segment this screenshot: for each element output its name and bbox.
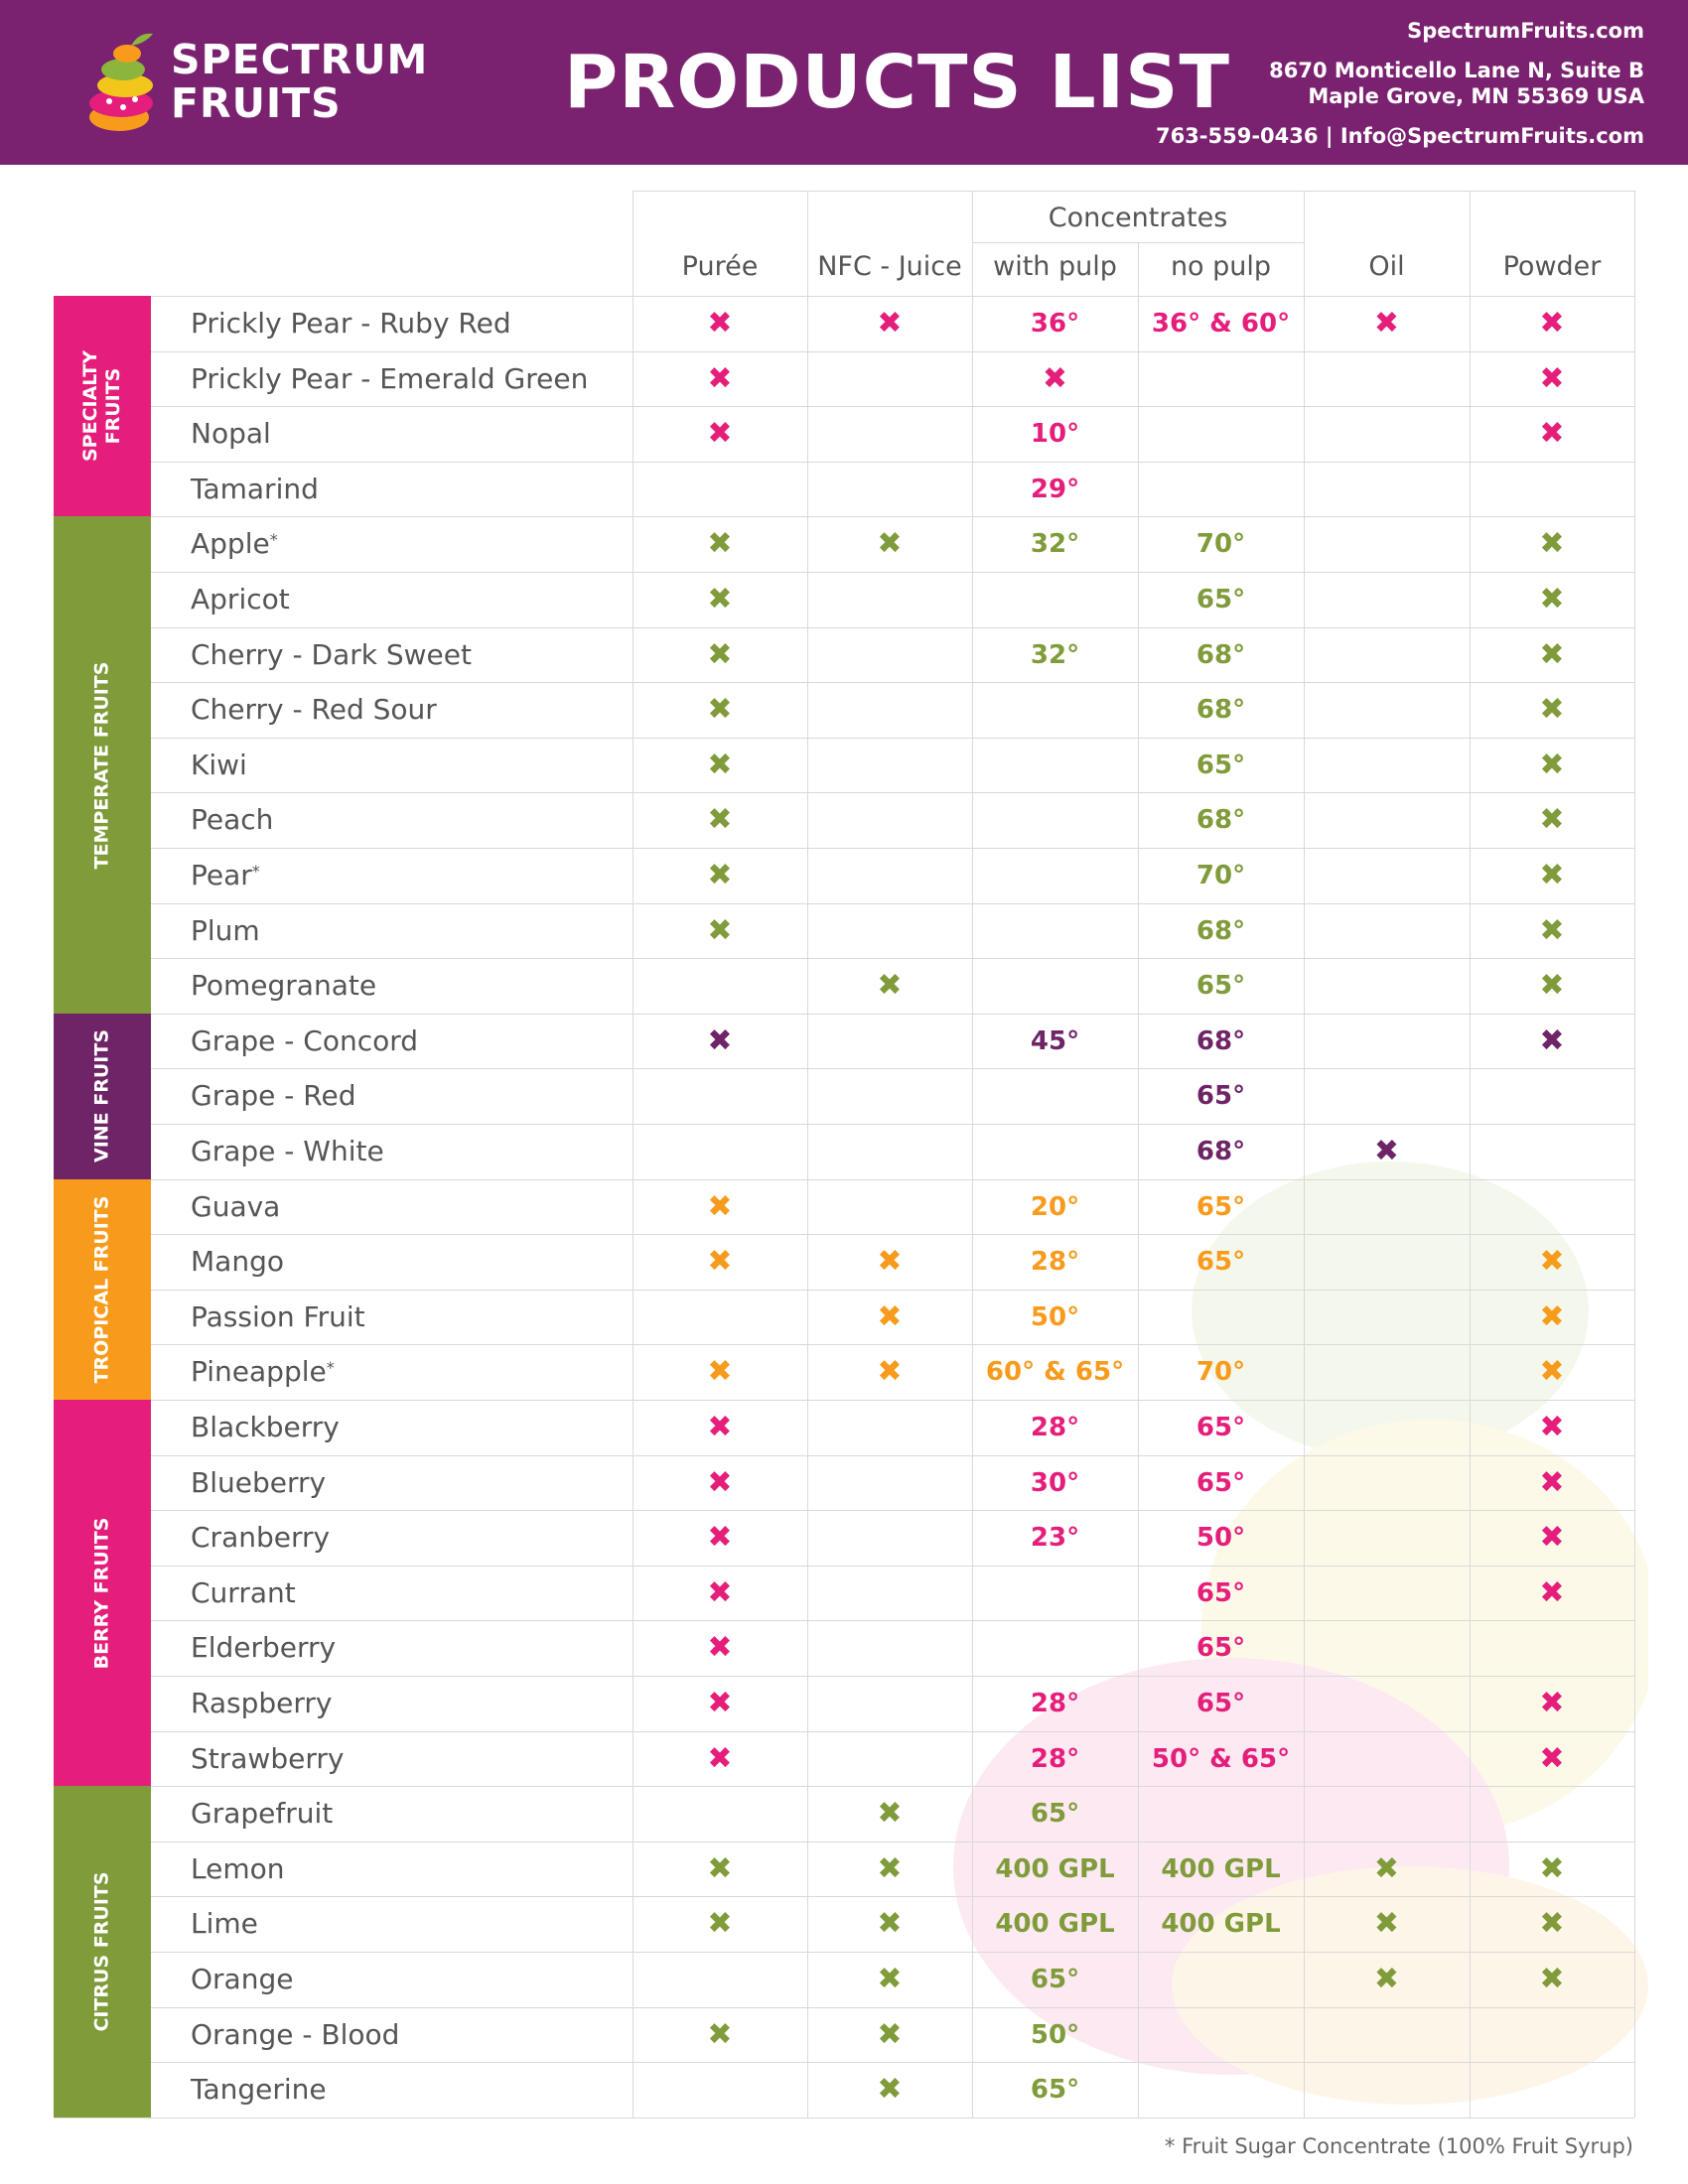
x-mark-icon: ✖ bbox=[1539, 582, 1565, 616]
brix-value: 68° bbox=[1196, 1137, 1246, 1166]
x-mark-icon: ✖ bbox=[1539, 692, 1565, 728]
product-name bbox=[191, 1566, 296, 1621]
brix-value: 50° & 65° bbox=[1151, 1743, 1291, 1774]
column-header-with-pulp: with pulp bbox=[993, 251, 1117, 282]
brix-value: 65° bbox=[1030, 1799, 1080, 1830]
x-mark-icon: ✖ bbox=[1539, 416, 1565, 452]
brix-value: 32° bbox=[1030, 529, 1080, 560]
product-name-text: Grape - Concord bbox=[191, 1024, 419, 1057]
product-name-text: Apple bbox=[191, 527, 270, 561]
x-mark-icon: ✖ bbox=[1539, 1520, 1565, 1556]
product-name-text: Blackberry bbox=[191, 1411, 340, 1443]
product-name-text: Nopal bbox=[191, 417, 271, 451]
row-divider bbox=[151, 462, 1634, 463]
x-mark-icon: ✖ bbox=[877, 1850, 903, 1886]
page-title: PRODUCTS LIST bbox=[564, 40, 1230, 125]
category-label: SPECIALTY FRUITS bbox=[79, 350, 124, 463]
row-divider bbox=[151, 792, 1634, 793]
product-name bbox=[191, 792, 273, 848]
brix-value: 68° bbox=[1196, 805, 1246, 836]
column-header-oil: Oil bbox=[1368, 251, 1405, 282]
category-band bbox=[54, 1014, 151, 1179]
brix-value: 36° bbox=[1030, 309, 1080, 339]
product-name bbox=[191, 1510, 330, 1566]
x-mark-icon: ✖ bbox=[707, 1740, 733, 1776]
x-mark-icon: ✖ bbox=[707, 416, 733, 452]
brix-value: 65° bbox=[1196, 1247, 1246, 1278]
brix-value: 60° & 65° bbox=[985, 1357, 1125, 1388]
product-name-text: Cherry - Red Sour bbox=[191, 693, 437, 727]
product-name-text: Grapefruit bbox=[191, 1797, 334, 1831]
brix-value: 28° bbox=[1030, 1247, 1080, 1278]
brix-value: 32° bbox=[1030, 639, 1080, 670]
product-name bbox=[191, 627, 472, 683]
category-label: TEMPERATE FRUITS bbox=[90, 661, 113, 870]
brix-value: 28° bbox=[1030, 1743, 1080, 1774]
row-divider bbox=[151, 848, 1634, 849]
x-mark-icon: ✖ bbox=[877, 526, 903, 562]
x-mark-icon: ✖ bbox=[877, 2072, 903, 2108]
x-mark-icon: ✖ bbox=[1539, 1244, 1565, 1280]
product-name bbox=[191, 1400, 340, 1455]
x-mark-icon: ✖ bbox=[707, 1244, 733, 1280]
website-link[interactable]: SpectrumFruits.com bbox=[1407, 19, 1644, 43]
product-name bbox=[191, 572, 290, 627]
x-mark-icon: ✖ bbox=[1539, 1962, 1565, 1996]
brix-value: 400 GPL bbox=[995, 1909, 1115, 1940]
x-mark-icon: ✖ bbox=[877, 1906, 903, 1942]
brix-value: 50° bbox=[1196, 1523, 1246, 1554]
brix-value: 30° bbox=[1030, 1467, 1080, 1498]
product-name bbox=[191, 462, 319, 517]
x-mark-icon: ✖ bbox=[1373, 1906, 1400, 1942]
product-name-text: Lemon bbox=[191, 1851, 285, 1885]
brand-line-1: SPECTRUM bbox=[171, 36, 429, 83]
product-name bbox=[191, 1731, 344, 1787]
x-mark-icon: ✖ bbox=[1539, 1686, 1565, 1720]
product-name bbox=[191, 516, 278, 572]
product-name-text: Mango bbox=[191, 1245, 284, 1279]
footnote: * Fruit Sugar Concentrate (100% Fruit Syrup) bbox=[1164, 2134, 1633, 2158]
x-mark-icon: ✖ bbox=[1539, 1023, 1565, 1058]
product-name bbox=[191, 1068, 355, 1124]
row-divider bbox=[151, 572, 1634, 573]
brix-value: 36° & 60° bbox=[1151, 309, 1291, 339]
category-label: CITRUS FRUITS bbox=[90, 1871, 113, 2032]
product-name bbox=[191, 958, 376, 1014]
grid-line bbox=[1634, 191, 1635, 2117]
product-name bbox=[191, 1234, 284, 1290]
brix-value: 28° bbox=[1030, 1413, 1080, 1442]
column-header-no-pulp: no pulp bbox=[1170, 251, 1272, 282]
brix-value: 68° bbox=[1196, 915, 1246, 946]
product-name bbox=[191, 1455, 326, 1511]
x-mark-icon: ✖ bbox=[1373, 1134, 1400, 1168]
x-mark-icon: ✖ bbox=[707, 1464, 733, 1500]
category-label: BERRY FRUITS bbox=[90, 1517, 113, 1669]
product-name-text: Blueberry bbox=[191, 1465, 327, 1499]
brix-value: 50° bbox=[1030, 1301, 1080, 1332]
product-name bbox=[191, 848, 260, 903]
product-name-text: Cranberry bbox=[191, 1521, 331, 1555]
x-mark-icon: ✖ bbox=[707, 526, 733, 562]
x-mark-icon: ✖ bbox=[707, 802, 733, 838]
product-name-text: Guava bbox=[191, 1189, 281, 1223]
column-header-powder: Powder bbox=[1502, 251, 1602, 282]
product-name bbox=[191, 406, 271, 462]
product-name-text: Elderberry bbox=[191, 1631, 337, 1665]
product-name-text: Currant bbox=[191, 1575, 296, 1609]
x-mark-icon: ✖ bbox=[707, 636, 733, 672]
brix-value: 65° bbox=[1196, 750, 1246, 780]
x-mark-icon: ✖ bbox=[1539, 968, 1565, 1004]
product-name-text: Passion Fruit bbox=[191, 1299, 365, 1333]
x-mark-icon: ✖ bbox=[877, 1796, 903, 1832]
address-line-2: Maple Grove, MN 55369 USA bbox=[1308, 84, 1644, 108]
brix-value: 29° bbox=[1030, 474, 1080, 504]
product-name bbox=[191, 1124, 384, 1179]
x-mark-icon: ✖ bbox=[1539, 526, 1565, 562]
x-mark-icon: ✖ bbox=[707, 1850, 733, 1886]
brix-value: 400 GPL bbox=[1161, 1909, 1281, 1940]
x-mark-icon: ✖ bbox=[1539, 1574, 1565, 1610]
row-divider bbox=[151, 903, 1634, 904]
product-name-text: Apricot bbox=[191, 583, 290, 615]
product-name bbox=[191, 1786, 333, 1842]
brix-value: 10° bbox=[1030, 419, 1080, 450]
brix-value: 65° bbox=[1196, 1413, 1246, 1442]
brix-value: 70° bbox=[1196, 861, 1246, 890]
product-name-text: Peach bbox=[191, 803, 274, 837]
product-name-text: Pineapple bbox=[191, 1355, 327, 1389]
x-mark-icon: ✖ bbox=[1539, 912, 1565, 948]
row-divider bbox=[151, 1731, 1634, 1732]
brix-value: 65° bbox=[1030, 2075, 1080, 2106]
product-name-text: Prickly Pear - Emerald Green bbox=[191, 361, 589, 395]
brix-value: 65° bbox=[1030, 1965, 1080, 1994]
product-name-text: Plum bbox=[191, 913, 260, 947]
brix-value: 68° bbox=[1196, 695, 1246, 726]
product-name-text: Orange - Blood bbox=[191, 2017, 400, 2051]
product-name bbox=[191, 1896, 258, 1952]
email-link[interactable]: Info@SpectrumFruits.com bbox=[1339, 124, 1644, 148]
x-mark-icon: ✖ bbox=[1539, 1464, 1565, 1500]
x-mark-icon: ✖ bbox=[1539, 360, 1565, 396]
brix-value: 28° bbox=[1030, 1689, 1080, 1718]
x-mark-icon: ✖ bbox=[707, 306, 733, 341]
brand-line-2: FRUITS bbox=[171, 79, 342, 127]
brix-value: 65° bbox=[1196, 1191, 1246, 1222]
product-name bbox=[191, 1014, 418, 1069]
product-name-text: Grape - Red bbox=[191, 1079, 356, 1113]
product-name bbox=[191, 1842, 285, 1897]
x-mark-icon: ✖ bbox=[1539, 1298, 1565, 1334]
x-mark-icon: ✖ bbox=[707, 692, 733, 728]
x-mark-icon: ✖ bbox=[877, 968, 903, 1004]
brix-value: 70° bbox=[1196, 529, 1246, 560]
x-mark-icon: ✖ bbox=[1539, 802, 1565, 838]
column-header-nfc-juice: NFC - Juice bbox=[817, 251, 962, 282]
brix-value: 23° bbox=[1030, 1523, 1080, 1554]
column-header-puree: Purée bbox=[681, 251, 759, 282]
brix-value: 65° bbox=[1196, 971, 1246, 1002]
category-band bbox=[54, 1400, 151, 1786]
product-name bbox=[191, 1676, 332, 1731]
x-mark-icon: ✖ bbox=[707, 1906, 733, 1942]
x-mark-icon: ✖ bbox=[1539, 747, 1565, 782]
x-mark-icon: ✖ bbox=[1539, 1906, 1565, 1942]
product-name-text: Kiwi bbox=[191, 748, 247, 781]
brix-value: 70° bbox=[1196, 1357, 1246, 1388]
product-name-text: Raspberry bbox=[191, 1687, 333, 1719]
x-mark-icon: ✖ bbox=[707, 747, 733, 782]
row-divider bbox=[151, 1400, 1634, 1401]
x-mark-icon: ✖ bbox=[707, 1354, 733, 1390]
x-mark-icon: ✖ bbox=[1373, 1962, 1400, 1996]
x-mark-icon: ✖ bbox=[707, 1410, 733, 1444]
x-mark-icon: ✖ bbox=[707, 858, 733, 892]
x-mark-icon: ✖ bbox=[1539, 1850, 1565, 1886]
category-band bbox=[54, 296, 151, 516]
x-mark-icon: ✖ bbox=[1539, 1354, 1565, 1390]
x-mark-icon: ✖ bbox=[877, 1962, 903, 1996]
brix-value: 65° bbox=[1196, 1633, 1246, 1664]
fruit-sugar-asterisk: * bbox=[269, 530, 278, 550]
brix-value: 65° bbox=[1196, 585, 1246, 614]
brix-value: 65° bbox=[1196, 1081, 1246, 1112]
product-name bbox=[191, 1952, 293, 2007]
category-label: TROPICAL FRUITS bbox=[90, 1195, 113, 1384]
x-mark-icon: ✖ bbox=[707, 912, 733, 948]
x-mark-icon: ✖ bbox=[1539, 636, 1565, 672]
address-line-1: 8670 Monticello Lane N, Suite B bbox=[1269, 59, 1644, 82]
product-name-text: Tangerine bbox=[191, 2073, 327, 2107]
product-name bbox=[191, 1290, 365, 1345]
product-name bbox=[191, 1620, 336, 1676]
product-name bbox=[191, 1344, 335, 1400]
separator: | bbox=[1325, 124, 1334, 148]
grid-line bbox=[1470, 191, 1471, 2117]
x-mark-icon: ✖ bbox=[1539, 1410, 1565, 1444]
brix-value: 20° bbox=[1030, 1191, 1080, 1222]
product-name-text: Prickly Pear - Ruby Red bbox=[191, 307, 511, 340]
row-divider bbox=[151, 1455, 1634, 1456]
row-divider bbox=[151, 738, 1634, 739]
row-divider bbox=[151, 1676, 1634, 1677]
x-mark-icon: ✖ bbox=[707, 1686, 733, 1720]
product-name bbox=[191, 351, 588, 407]
x-mark-icon: ✖ bbox=[707, 360, 733, 396]
row-divider bbox=[151, 406, 1634, 407]
category-label: VINE FRUITS bbox=[90, 1029, 113, 1163]
x-mark-icon: ✖ bbox=[1539, 306, 1565, 341]
product-name-text: Lime bbox=[191, 1907, 258, 1941]
brix-value: 68° bbox=[1196, 1025, 1246, 1056]
product-name-text: Pomegranate bbox=[191, 969, 377, 1003]
x-mark-icon: ✖ bbox=[877, 1354, 903, 1390]
x-mark-icon: ✖ bbox=[1042, 360, 1068, 396]
brix-value: 65° bbox=[1196, 1689, 1246, 1718]
brix-value: 65° bbox=[1196, 1467, 1246, 1498]
product-name-text: Pear bbox=[191, 859, 252, 891]
row-divider bbox=[151, 1566, 1634, 1567]
product-name bbox=[191, 903, 260, 959]
product-name-text: Grape - White bbox=[191, 1135, 384, 1167]
x-mark-icon: ✖ bbox=[1373, 306, 1400, 341]
brix-value: 68° bbox=[1196, 639, 1246, 670]
x-mark-icon: ✖ bbox=[707, 1520, 733, 1556]
x-mark-icon: ✖ bbox=[1539, 1740, 1565, 1776]
fruit-sugar-asterisk: * bbox=[326, 1358, 335, 1378]
product-name bbox=[191, 682, 437, 738]
x-mark-icon: ✖ bbox=[877, 306, 903, 341]
x-mark-icon: ✖ bbox=[877, 2016, 903, 2052]
x-mark-icon: ✖ bbox=[707, 1023, 733, 1058]
category-band bbox=[54, 1179, 151, 1400]
brix-value: 45° bbox=[1030, 1025, 1080, 1056]
x-mark-icon: ✖ bbox=[707, 1188, 733, 1224]
row-divider bbox=[54, 2117, 1634, 2118]
brix-value: 65° bbox=[1196, 1577, 1246, 1608]
x-mark-icon: ✖ bbox=[877, 1244, 903, 1280]
row-divider bbox=[151, 1510, 1634, 1511]
brix-value: 400 GPL bbox=[1161, 1853, 1281, 1884]
brix-value: 50° bbox=[1030, 2019, 1080, 2050]
category-band bbox=[54, 1786, 151, 2117]
row-divider bbox=[151, 1179, 1634, 1180]
fruit-sugar-asterisk: * bbox=[251, 862, 260, 881]
x-mark-icon: ✖ bbox=[707, 2016, 733, 2052]
concentrates-group-header: Concentrates bbox=[1048, 203, 1228, 233]
grid-line bbox=[633, 191, 1634, 192]
phone-number[interactable]: 763-559-0436 bbox=[1155, 124, 1319, 148]
product-name bbox=[191, 2062, 327, 2117]
product-name bbox=[191, 738, 247, 793]
product-name-text: Tamarind bbox=[191, 472, 319, 505]
row-divider bbox=[151, 1068, 1634, 1069]
product-name-text: Cherry - Dark Sweet bbox=[191, 637, 472, 671]
x-mark-icon: ✖ bbox=[707, 1630, 733, 1666]
x-mark-icon: ✖ bbox=[1539, 858, 1565, 892]
brix-value: 400 GPL bbox=[995, 1853, 1115, 1884]
product-name bbox=[191, 2007, 399, 2063]
product-name bbox=[191, 296, 511, 351]
product-name-text: Orange bbox=[191, 1963, 294, 1995]
x-mark-icon: ✖ bbox=[707, 582, 733, 616]
x-mark-icon: ✖ bbox=[707, 1574, 733, 1610]
category-band bbox=[54, 516, 151, 1013]
product-name-text: Strawberry bbox=[191, 1741, 345, 1775]
x-mark-icon: ✖ bbox=[1373, 1850, 1400, 1886]
row-divider bbox=[151, 1620, 1634, 1621]
product-name bbox=[191, 1179, 280, 1235]
x-mark-icon: ✖ bbox=[877, 1298, 903, 1334]
